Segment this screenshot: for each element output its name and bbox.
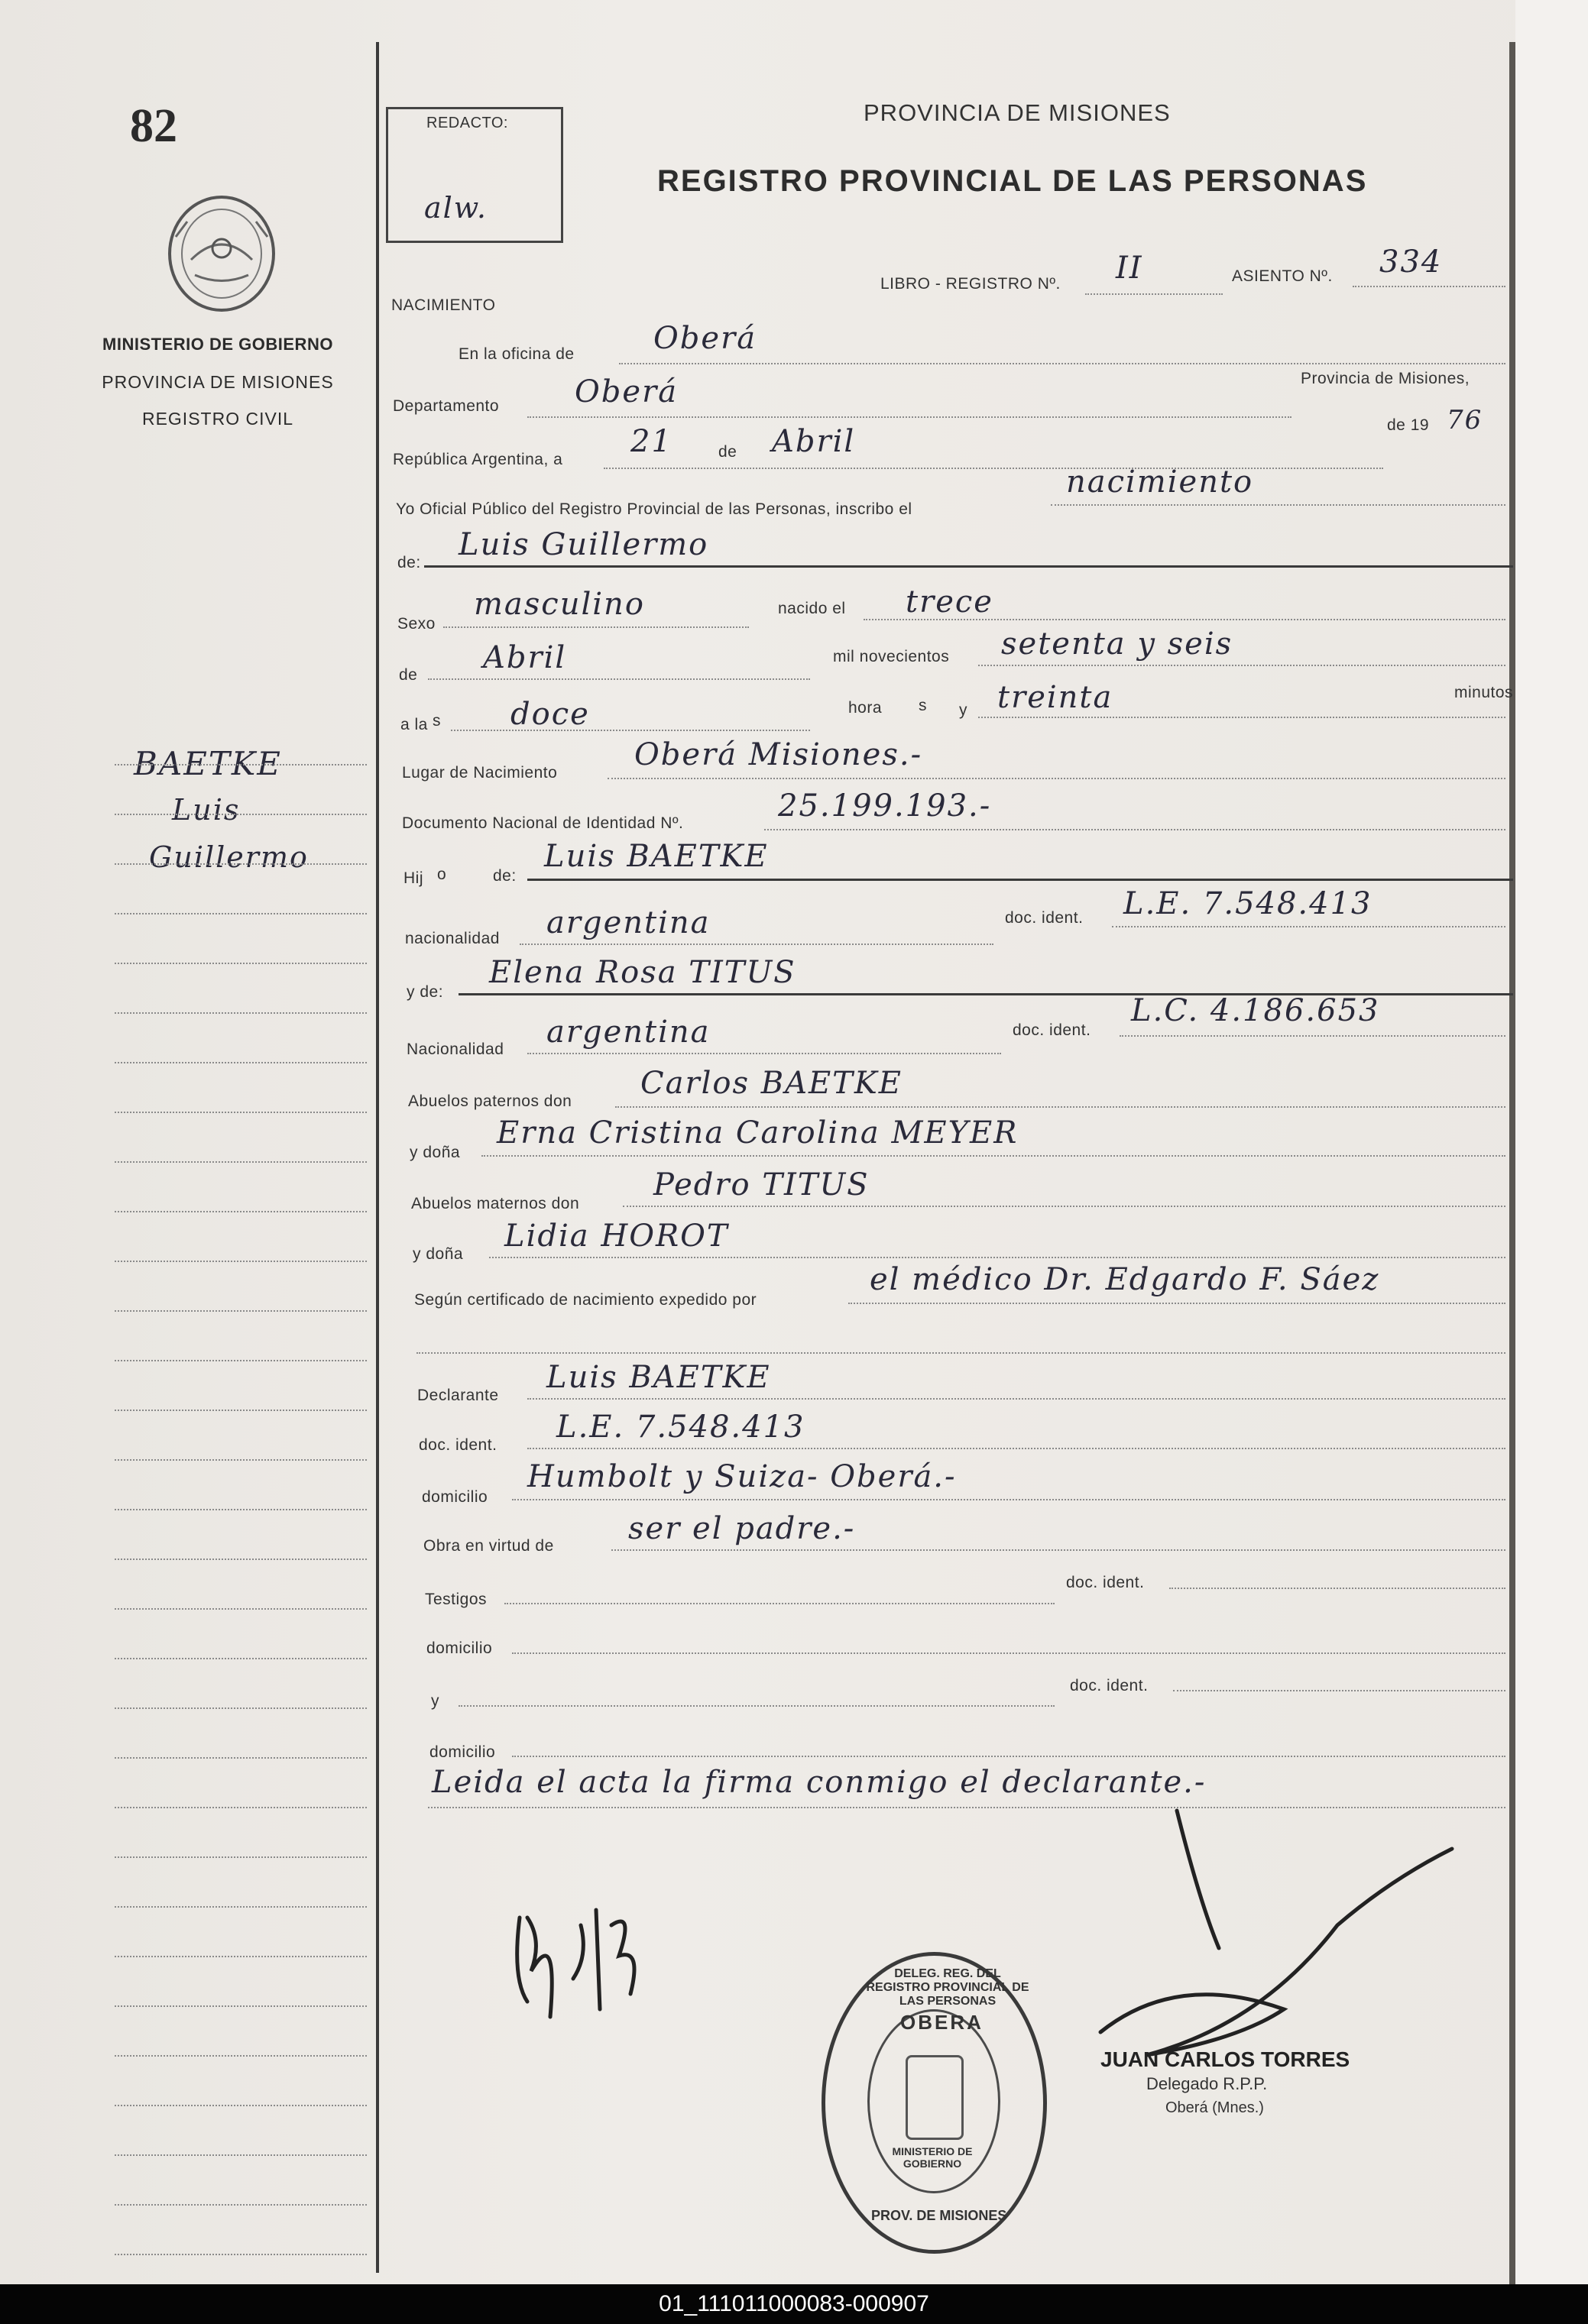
margin-ruled-line: [115, 1856, 367, 1858]
domicilio2-label: domicilio: [426, 1639, 493, 1657]
margin-given-name-1: Luis: [172, 793, 241, 827]
declarante-label: Declarante: [417, 1387, 499, 1404]
binding-edge: [1509, 42, 1515, 2284]
anio-value: 76: [1447, 405, 1483, 435]
obra-label: Obra en virtud de: [423, 1537, 554, 1555]
margin-ruled-line: [115, 913, 367, 914]
dona-mat-label: y doña: [413, 1245, 464, 1263]
mes-value: Abril: [772, 424, 856, 459]
margin-ruled-line: [115, 863, 367, 865]
margin-ruled-line: [115, 1906, 367, 1908]
lugar-label: Lugar de Nacimiento: [402, 764, 558, 782]
margin-ruled-line: [115, 1211, 367, 1212]
nombre-value: Luis Guillermo: [459, 527, 709, 562]
declarant-signature: [497, 1864, 695, 2025]
nacionalidad2-label: Nacionalidad: [407, 1041, 504, 1058]
official-role-stamp: Delegado R.P.P.: [1146, 2074, 1268, 2093]
doc-ident-label: doc. ident.: [1005, 909, 1084, 927]
margin-ruled-line: [115, 1807, 367, 1808]
margin-ruled-line: [115, 2204, 367, 2206]
next-page-edge: [1515, 0, 1588, 2284]
doc-ident4-label: doc. ident.: [1070, 1677, 1149, 1694]
abuelos-pat-label: Abuelos paternos don: [408, 1092, 572, 1110]
abuela-mat-value: Lidia HOROT: [504, 1219, 729, 1254]
y-de-label: y de:: [407, 983, 444, 1001]
official-place-stamp: Oberá (Mnes.): [1165, 2099, 1264, 2116]
abuela-pat-value: Erna Cristina Carolina MEYER: [497, 1115, 1019, 1151]
yo-value: nacimiento: [1066, 464, 1254, 500]
departamento-label: Departamento: [393, 397, 500, 415]
margin-ruled-line: [115, 1360, 367, 1361]
provincia-label: Provincia de Misiones,: [1301, 370, 1470, 387]
margin-ruled-line: [115, 1112, 367, 1113]
y2-label: y: [431, 1692, 439, 1710]
province-heading: PROVINCIA DE MISIONES: [864, 99, 1171, 126]
abuelo-mat-value: Pedro TITUS: [653, 1167, 870, 1202]
nacido-value: trece: [906, 584, 993, 620]
nacionalidad-label: nacionalidad: [405, 930, 500, 947]
scan-id-footer: 01_111011000083-000907: [0, 2284, 1588, 2324]
nacionalidad-madre-value: argentina: [546, 1015, 711, 1050]
margin-ruled-line: [115, 1509, 367, 1510]
margin-ruled-line: [115, 1707, 367, 1709]
margin-ruled-line: [115, 1012, 367, 1014]
margin-ruled-line: [115, 1559, 367, 1560]
alas-label: a la: [400, 716, 428, 733]
mil-label: mil novecientos: [833, 648, 950, 665]
margin-ruled-line: [115, 1658, 367, 1659]
margin-ruled-line: [115, 1310, 367, 1312]
margin-rule: [376, 42, 379, 2273]
libro-value: II: [1116, 251, 1143, 286]
section-label: NACIMIENTO: [391, 296, 496, 314]
yo-label: Yo Oficial Público del Registro Provincial de las Personas, inscribo el: [396, 500, 912, 518]
margin-ruled-line: [115, 2254, 367, 2255]
margin-ruled-line: [115, 1410, 367, 1411]
documento-value: 25.199.193.-: [778, 788, 992, 824]
y-label: y: [959, 701, 967, 719]
alas-suffix: s: [433, 712, 441, 730]
doc-declarante-value: L.E. 7.548.413: [556, 1410, 805, 1445]
libro-label: LIBRO - REGISTRO Nº.: [880, 275, 1061, 293]
seal-bottom-text: PROV. DE MISIONES: [871, 2208, 1007, 2223]
domicilio3-label: domicilio: [429, 1743, 496, 1761]
de-label: de: [718, 443, 737, 461]
obra-value: ser el padre.-: [628, 1511, 856, 1546]
certificado-value: el médico Dr. Edgardo F. Sáez: [870, 1262, 1380, 1297]
minutos-label: minutos: [1454, 684, 1514, 701]
horas-suffix: s: [919, 697, 927, 714]
domicilio-label: domicilio: [422, 1488, 488, 1506]
minutos-value: treinta: [997, 680, 1113, 715]
oficina-value: Oberá: [653, 321, 757, 356]
ministry-registry: REGISTRO CIVIL: [141, 409, 294, 429]
margin-ruled-line: [115, 2005, 367, 2007]
hora-value: doce: [510, 697, 590, 732]
margin-ruled-line: [115, 1261, 367, 1262]
dia-value: 21: [630, 424, 672, 459]
registry-title: REGISTRO PROVINCIAL DE LAS PERSONAS: [657, 164, 1368, 198]
margin-ruled-line: [115, 1062, 367, 1063]
doc-ident2-label: doc. ident.: [419, 1436, 497, 1454]
mes-nac-value: Abril: [483, 640, 567, 675]
leida-statement: Leida el acta la firma conmigo el declarante.-: [432, 1765, 1207, 1800]
redacto-initials: alw.: [424, 191, 488, 225]
margin-ruled-line: [115, 764, 367, 765]
testigos-label: Testigos: [425, 1591, 488, 1608]
hijo-suffix: o: [437, 866, 447, 883]
ministry-name: MINISTERIO DE GOBIERNO: [102, 335, 333, 354]
margin-ruled-line: [115, 1757, 367, 1759]
declarante-value: Luis BAETKE: [546, 1360, 771, 1395]
asiento-label: ASIENTO Nº.: [1232, 267, 1333, 285]
de2-label: de: [399, 666, 418, 684]
horas-label: hora: [848, 699, 883, 717]
hijo-de-label: de:: [493, 867, 517, 885]
margin-surname: BAETKE: [134, 745, 282, 782]
page-number: 82: [130, 100, 177, 152]
seal-city: OBERA: [900, 2011, 984, 2034]
margin-ruled-line: [115, 1161, 367, 1163]
sexo-value: masculino: [474, 587, 645, 622]
margin-ruled-line: [115, 1608, 367, 1610]
abuelos-mat-label: Abuelos maternos don: [411, 1195, 580, 1212]
madre-value: Elena Rosa TITUS: [489, 955, 796, 990]
margin-ruled-line: [115, 963, 367, 964]
margin-ruled-line: [115, 2055, 367, 2057]
margin-ruled-line: [115, 2154, 367, 2156]
oficina-label: En la oficina de: [459, 345, 575, 363]
ministry-province: PROVINCIA DE MISIONES: [102, 372, 334, 392]
nacionalidad-padre-value: argentina: [546, 905, 711, 940]
sexo-label: Sexo: [397, 615, 436, 633]
doc-ident-madre-label: doc. ident.: [1013, 1021, 1091, 1039]
anio-nac-value: setenta y seis: [1001, 626, 1233, 662]
nacido-label: nacido el: [778, 600, 846, 617]
certificado-label: Según certificado de nacimiento expedido por: [414, 1291, 757, 1309]
de-persona-label: de:: [397, 554, 421, 571]
padre-value: Luis BAETKE: [544, 839, 769, 874]
abuelo-pat-value: Carlos BAETKE: [640, 1066, 903, 1101]
seal-top-text: DELEG. REG. DEL REGISTRO PROVINCIAL DE LAS PERSONAS: [866, 1967, 1029, 2008]
margin-ruled-line: [115, 1459, 367, 1461]
margin-ruled-line: [115, 2105, 367, 2106]
official-name-stamp: JUAN CARLOS TORRES: [1100, 2047, 1350, 2071]
doc-madre-value: L.C. 4.186.653: [1131, 993, 1380, 1028]
margin-ruled-line: [115, 1956, 367, 1957]
asiento-value: 334: [1379, 244, 1443, 280]
doc-padre-value: L.E. 7.548.413: [1123, 886, 1372, 921]
redacto-label: REDACTO:: [426, 115, 508, 131]
dona-pat-label: y doña: [410, 1144, 461, 1161]
doc-ident3-label: doc. ident.: [1066, 1574, 1145, 1591]
anio-label: de 19: [1387, 416, 1430, 434]
margin-ruled-line: [115, 814, 367, 815]
departamento-value: Oberá: [575, 374, 679, 409]
seal-emblem: [906, 2055, 964, 2140]
margin-given-name-2: Guillermo: [149, 840, 309, 874]
domicilio-value: Humbolt y Suiza- Oberá.-: [527, 1459, 957, 1494]
hijo-label: Hij: [403, 869, 423, 887]
documento-label: Documento Nacional de Identidad Nº.: [402, 814, 684, 832]
lugar-value: Oberá Misiones.-: [634, 737, 923, 772]
seal-inner-text: MINISTERIO DE GOBIERNO: [892, 2145, 973, 2170]
republica-label: República Argentina, a: [393, 451, 563, 468]
coat-of-arms-emblem: [160, 191, 283, 317]
